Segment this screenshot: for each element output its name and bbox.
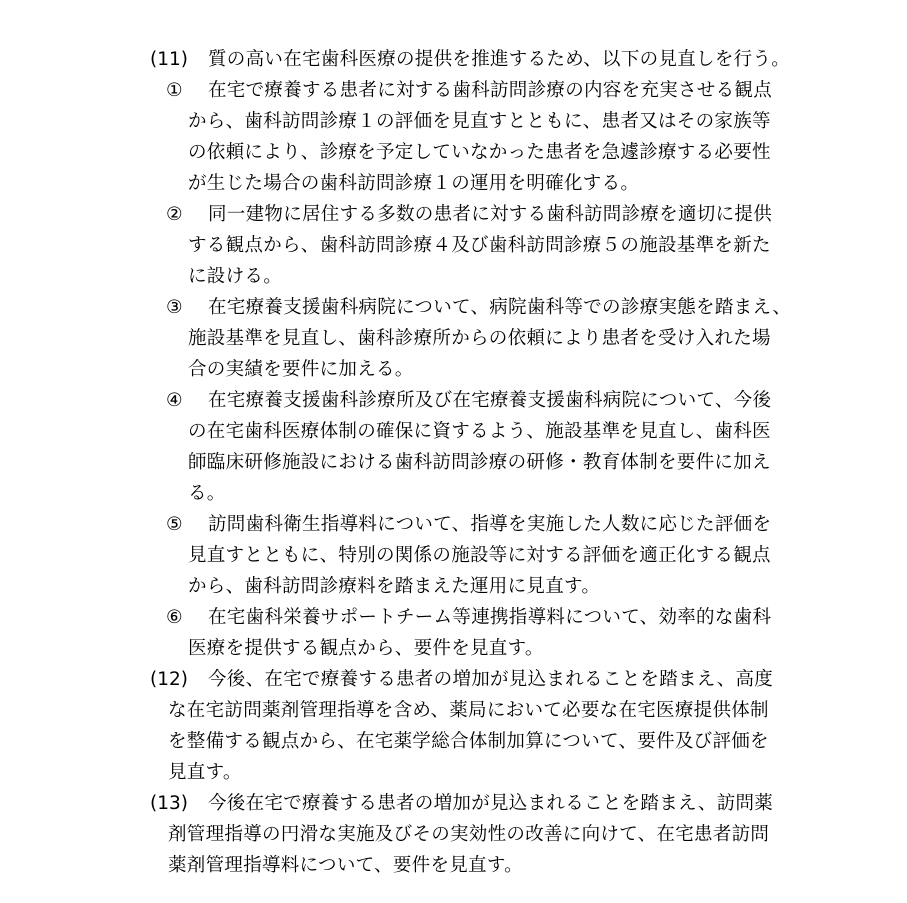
text-line: 同一建物に居住する多数の患者に対する歯科訪問診療を適切に提供 bbox=[208, 204, 773, 225]
text-line: が生じた場合の歯科訪問診療１の運用を明確化する。 bbox=[188, 173, 640, 194]
text-line: の在宅歯科医療体制の確保に資するよう、施設基準を見直し、歯科医 bbox=[188, 421, 771, 442]
item-marker: ④ bbox=[166, 390, 183, 411]
text-line: る。 bbox=[188, 483, 226, 504]
section-number: (13) bbox=[150, 793, 188, 814]
section-number: (12) bbox=[150, 669, 188, 690]
text-line: 剤管理指導の円滑な実施及びその実効性の改善に向けて、在宅患者訪問 bbox=[168, 824, 770, 845]
text-line: 在宅療養支援歯科診療所及び在宅療養支援歯科病院について、今後 bbox=[208, 390, 772, 411]
text-line: から、歯科訪問診療料を踏まえた運用に見直す。 bbox=[188, 576, 601, 597]
text-line: 薬剤管理指導料について、要件を見直す。 bbox=[168, 855, 523, 876]
text-line: 師臨床研修施設における歯科訪問診療の研修・教育体制を要件に加え bbox=[188, 452, 771, 473]
text-line: 在宅歯科栄養サポートチーム等連携指導料について、効率的な歯科 bbox=[208, 607, 772, 628]
text-line: 在宅で療養する患者に対する歯科訪問診療の内容を充実させる観点 bbox=[208, 80, 773, 101]
item-marker: ③ bbox=[166, 297, 183, 318]
text-line: に設ける。 bbox=[188, 266, 283, 287]
item-marker: ① bbox=[166, 80, 183, 101]
text-line: 見直す。 bbox=[168, 762, 242, 783]
text-line: 見直すとともに、特別の関係の施設等に対する評価を適正化する観点 bbox=[188, 545, 771, 566]
text-line: 今後在宅で療養する患者の増加が見込まれることを踏まえ、訪問薬 bbox=[208, 793, 774, 814]
item-marker: ⑤ bbox=[166, 514, 183, 535]
text-line: を整備する観点から、在宅薬学総合体制加算について、要件及び評価を bbox=[168, 731, 769, 752]
item-marker: ② bbox=[166, 204, 183, 225]
text-line: 今後、在宅で療養する患者の増加が見込まれることを踏まえ、高度 bbox=[208, 669, 774, 690]
text-line: から、歯科訪問診療１の評価を見直すとともに、患者又はその家族等 bbox=[188, 111, 771, 132]
text-line: 施設基準を見直し、歯科診療所からの依頼により患者を受け入れた場 bbox=[188, 328, 771, 349]
section-intro: 質の高い在宅歯科医療の提供を推進するため、以下の見直しを行う。 bbox=[208, 49, 791, 70]
text-line: な在宅訪問薬剤管理指導を含め、薬局において必要な在宅医療提供体制 bbox=[168, 700, 769, 721]
text-line: 合の実績を要件に加える。 bbox=[188, 359, 414, 380]
text-line: する観点から、歯科訪問診療４及び歯科訪問診療５の施設基準を新た bbox=[188, 235, 771, 256]
text-line: 在宅療養支援歯科病院について、病院歯科等での診療実態を踏まえ、 bbox=[208, 297, 792, 318]
text-line: 訪問歯科衛生指導料について、指導を実施した人数に応じた評価を bbox=[208, 514, 772, 535]
text-line: 医療を提供する観点から、要件を見直す。 bbox=[188, 638, 544, 659]
item-marker: ⑥ bbox=[166, 607, 183, 628]
section-number: (11) bbox=[150, 49, 188, 70]
text-line: の依頼により、診療を予定していなかった患者を急遽診療する必要性 bbox=[188, 142, 771, 163]
